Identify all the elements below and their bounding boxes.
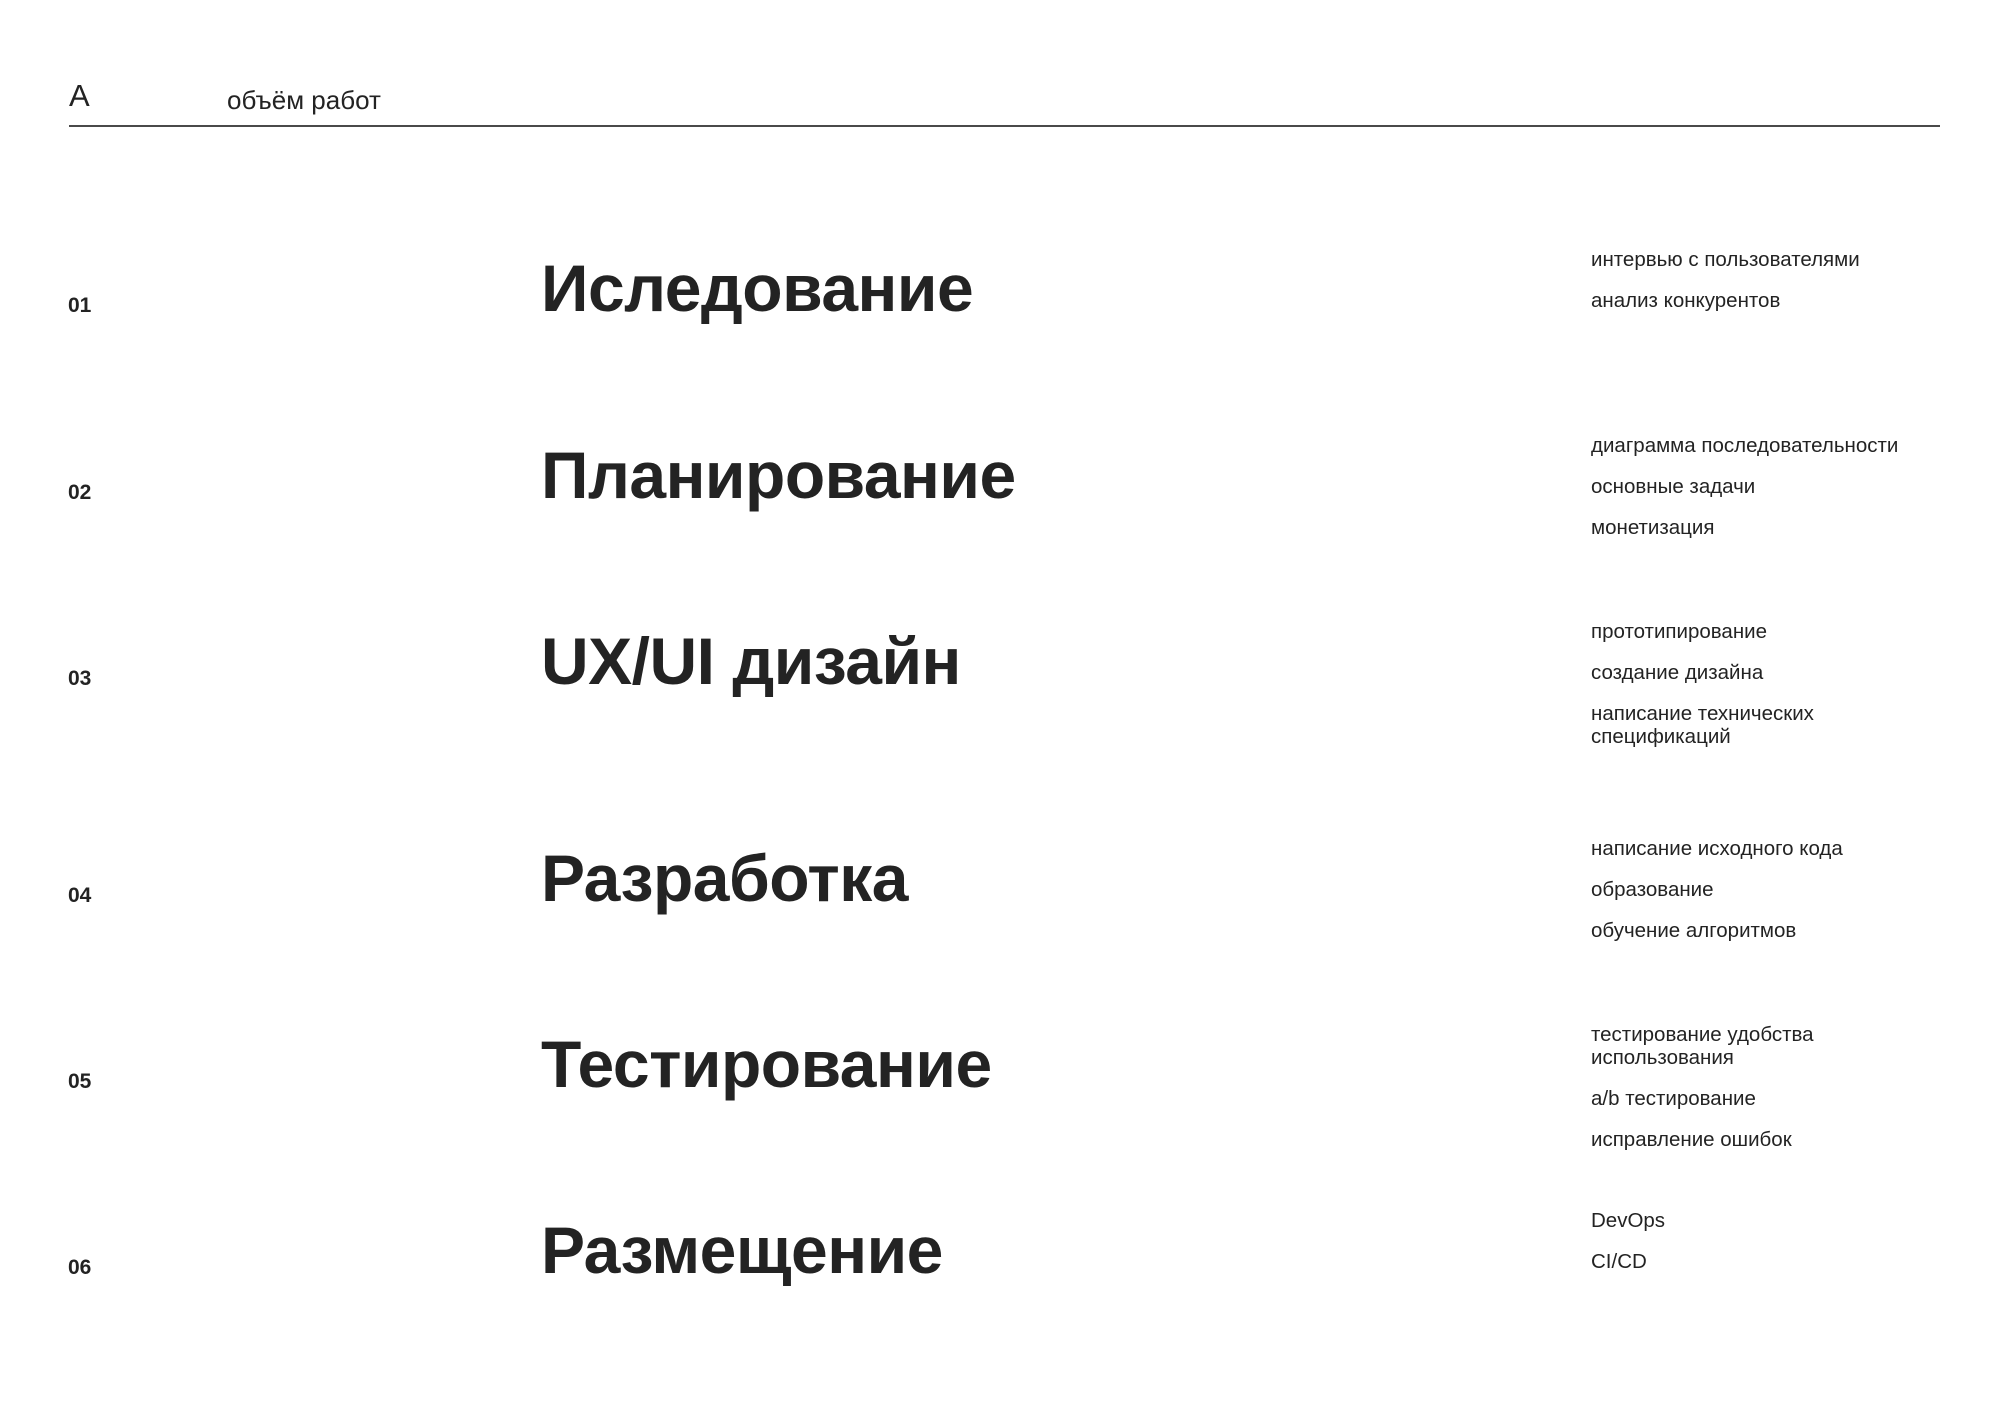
list-item: написание технических спецификаций (1591, 702, 1814, 748)
list-item: CI/CD (1591, 1250, 1647, 1273)
section-items (1591, 1209, 1951, 1291)
section-number: 05 (68, 1070, 92, 1093)
section-title: Размещение (541, 1213, 943, 1287)
section-items (1591, 620, 1951, 766)
list-item: диаграмма последовательности (1591, 434, 1899, 457)
list-item: анализ конкурентов (1591, 289, 1781, 312)
list-item: прототипирование (1591, 620, 1767, 643)
section-items (1591, 434, 1951, 557)
list-item: исправление ошибок (1591, 1128, 1792, 1151)
list-item: монетизация (1591, 516, 1715, 539)
section-number: 03 (68, 667, 92, 690)
section-title: Тестирование (541, 1027, 992, 1101)
section-letter: A (69, 78, 90, 113)
list-item: тестирование удобства использования (1591, 1023, 1814, 1069)
list-item: интервью с пользователями (1591, 248, 1860, 271)
section-items (1591, 248, 1951, 330)
list-item: основные задачи (1591, 475, 1756, 498)
list-item: a/b тестирование (1591, 1087, 1756, 1110)
list-item: DevOps (1591, 1209, 1666, 1232)
list-item: написание исходного кода (1591, 837, 1843, 860)
section-title: Иследование (541, 251, 974, 325)
list-item: образование (1591, 878, 1714, 901)
page-title: объём работ (227, 85, 381, 115)
section-title: Планирование (541, 438, 1016, 512)
section-number: 01 (68, 294, 92, 317)
section-number: 02 (68, 481, 92, 504)
list-item: создание дизайна (1591, 661, 1764, 684)
section-title: Разработка (541, 841, 908, 915)
section-items (1591, 1023, 1951, 1169)
section-number: 04 (68, 884, 92, 907)
section-items (1591, 837, 1951, 960)
page-header (69, 70, 1940, 127)
section-title: UX/UI дизайн (541, 624, 961, 698)
list-item: обучение алгоритмов (1591, 919, 1797, 942)
section-number: 06 (68, 1256, 92, 1279)
